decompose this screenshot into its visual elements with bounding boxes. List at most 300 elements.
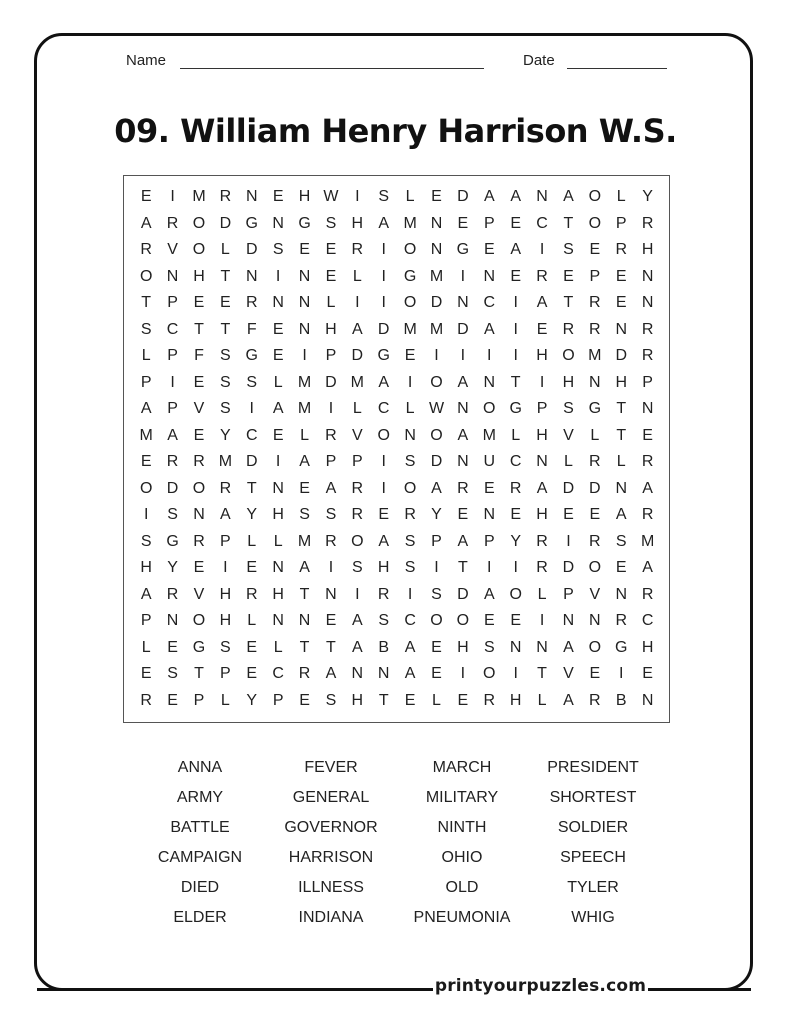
grid-letter: G [403,267,417,285]
grid-letter: H [325,320,337,338]
grid-letter: O [351,532,364,550]
grid-letter: S [220,347,231,364]
word-list-item: FEVER [304,759,358,776]
grid-letter: H [641,241,654,258]
grid-letter: P [589,267,601,285]
grid-letter: D [457,320,469,338]
grid-letter: C [166,320,179,338]
grid-letter: O [588,214,602,232]
grid-letter: N [298,267,311,285]
grid-letter: A [457,426,469,444]
grid-letter: I [249,400,254,417]
grid-letter: S [167,506,178,523]
grid-letter: O [192,214,206,232]
grid-letter: I [381,453,386,470]
grid-letter: O [403,479,417,497]
grid-letter: N [615,320,627,338]
grid-letter: L [352,400,362,417]
grid-letter: V [167,241,178,258]
grid-letter: L [563,453,573,470]
grid-letter: L [405,400,415,417]
grid-letter: R [404,506,416,523]
grid-letter: A [510,241,521,258]
grid-letter: Y [431,506,442,523]
grid-letter: R [483,691,496,709]
grid-letter: I [434,347,439,364]
grid-letter: H [536,347,548,364]
grid-letter: R [509,479,522,497]
grid-letter: N [272,214,284,232]
grid-letter: H [351,214,364,232]
grid-letter: L [273,532,283,550]
word-list-item: NINTH [437,819,487,836]
grid-letter: R [641,453,654,470]
grid-letter: F [246,320,257,338]
grid-letter: R [377,585,390,603]
grid-letter: A [457,532,469,550]
grid-letter: C [641,612,654,629]
grid-letter: O [377,426,390,444]
word-list [135,755,659,935]
grid-letter: P [140,612,152,629]
grid-letter: A [563,188,574,205]
grid-letter: M [139,426,153,444]
grid-letter: G [509,400,522,417]
grid-letter: S [378,188,390,205]
grid-letter: H [272,506,284,523]
grid-letter: L [273,638,283,656]
grid-letter: R [641,320,654,338]
grid-letter: S [404,559,416,576]
grid-letter: L [537,691,547,709]
grid-letter: P [563,585,574,603]
grid-letter: S [325,506,337,523]
grid-letter: E [220,294,231,311]
word-list-item: SOLDIER [557,819,629,836]
grid-letter: R [562,320,575,338]
footer-divider-right [648,988,751,991]
grid-letter: I [539,612,545,629]
word-search-grid [133,184,661,714]
word-list-item: MILITARY [425,789,499,806]
word-list-item: SHORTEST [549,789,637,806]
grid-letter: P [483,214,495,232]
grid-letter: E [589,665,601,682]
grid-letter: M [297,532,312,550]
grid-letter: R [536,559,548,576]
grid-letter: R [589,691,601,709]
grid-letter: I [275,453,281,470]
grid-letter: S [220,638,231,656]
grid-letter: R [589,294,601,311]
word-list-item: ARMY [176,789,224,806]
grid-letter: T [563,214,574,232]
grid-letter: N [509,638,522,656]
grid-letter: E [589,241,601,258]
grid-letter: T [326,638,336,656]
grid-letter: I [275,267,281,285]
grid-letter: E [563,506,574,523]
grid-letter: S [246,373,258,391]
grid-letter: L [590,426,600,444]
grid-letter: N [483,506,496,523]
grid-letter: I [460,267,466,285]
grid-letter: M [297,400,312,417]
grid-letter: I [487,347,492,364]
grid-letter: L [300,426,309,444]
word-list-item: CAMPAIGN [157,849,243,866]
grid-letter: N [377,665,390,682]
grid-letter: O [562,347,575,364]
grid-letter: O [192,479,206,497]
grid-letter: A [404,665,416,682]
grid-letter: L [352,267,362,285]
date-field-line [567,68,667,69]
grid-letter: C [272,665,284,682]
grid-letter: E [246,665,258,682]
grid-letter: P [167,347,178,364]
grid-letter: C [483,294,496,311]
grid-letter: O [509,585,522,603]
grid-letter: N [589,612,601,629]
grid-letter: S [404,453,416,470]
grid-letter: O [430,426,443,444]
grid-letter: D [457,585,469,603]
grid-letter: E [299,691,310,709]
grid-letter: O [139,479,153,497]
grid-letter: L [141,638,151,656]
grid-letter: T [220,320,231,338]
grid-letter: E [299,241,310,258]
grid-letter: A [140,400,152,417]
grid-letter: H [641,638,654,656]
grid-letter: D [377,320,390,338]
grid-letter: I [143,506,149,523]
word-list-item: INDIANA [298,909,364,926]
grid-letter: L [141,347,151,364]
word-list-item: WHIG [571,909,615,926]
grid-letter: R [641,214,654,232]
grid-letter: L [220,241,230,258]
grid-letter: N [641,691,654,709]
grid-letter: O [430,373,443,391]
grid-letter: O [588,559,602,576]
grid-letter: I [539,241,545,258]
grid-letter: A [140,214,152,232]
grid-letter: I [355,188,360,205]
grid-letter: A [615,506,627,523]
grid-letter: A [378,373,390,391]
grid-letter: E [272,188,284,205]
grid-letter: R [351,241,364,258]
grid-letter: H [562,373,575,391]
grid-letter: H [351,691,364,709]
grid-letter: P [325,347,337,364]
grid-letter: I [381,267,386,285]
grid-letter: D [562,479,575,497]
grid-letter: R [457,479,469,497]
grid-letter: C [509,453,522,470]
word-list-item: MARCH [432,759,492,776]
grid-letter: A [299,559,310,576]
grid-letter: I [539,373,545,391]
grid-letter: E [272,347,284,364]
grid-letter: E [404,691,416,709]
grid-letter: L [616,453,626,470]
grid-letter: I [619,665,624,682]
grid-letter: N [166,612,179,629]
grid-letter: E [299,479,310,497]
grid-letter: E [483,479,495,497]
grid-letter: A [457,373,469,391]
grid-letter: E [272,320,284,338]
grid-letter: E [140,665,152,682]
grid-letter: R [641,347,654,364]
grid-letter: A [510,188,521,205]
name-field-line [180,68,484,69]
grid-letter: P [642,373,653,391]
grid-letter: M [403,320,417,338]
grid-letter: I [328,559,334,576]
grid-letter: E [510,612,521,629]
grid-letter: E [404,347,416,364]
grid-letter: O [483,665,496,682]
grid-letter: S [220,400,231,417]
grid-letter: I [328,400,334,417]
grid-letter: H [272,585,284,603]
grid-letter: T [299,585,310,603]
grid-letter: C [536,214,548,232]
grid-letter: N [272,479,284,497]
grid-letter: G [377,347,390,364]
word-list-item: ILLNESS [298,879,364,896]
grid-letter: G [245,347,258,364]
grid-letter: N [245,267,258,285]
grid-letter: M [429,320,444,338]
grid-letter: G [298,214,311,232]
grid-letter: A [642,559,653,576]
grid-letter: A [563,638,574,656]
grid-letter: S [351,559,363,576]
grid-letter: G [588,400,602,417]
grid-letter: I [460,665,466,682]
grid-letter: H [377,559,390,576]
grid-letter: I [407,585,413,603]
grid-letter: E [193,294,205,311]
grid-letter: I [460,347,466,364]
grid-letter: H [457,638,469,656]
grid-letter: R [166,453,179,470]
grid-letter: N [325,585,337,603]
grid-letter: P [536,400,548,417]
word-search-grid-box [123,175,670,723]
grid-letter: G [456,241,470,258]
grid-letter: O [588,638,602,656]
grid-letter: N [615,585,627,603]
grid-letter: N [298,320,311,338]
grid-letter: R [325,426,337,444]
grid-letter: E [431,638,442,656]
grid-letter: I [513,294,518,311]
grid-letter: T [141,294,152,311]
grid-letter: L [273,373,283,391]
grid-letter: A [299,453,310,470]
grid-letter: T [299,638,310,656]
grid-letter: A [378,214,390,232]
grid-letter: I [487,559,492,576]
grid-letter: N [193,506,205,523]
grid-letter: C [377,400,390,417]
grid-letter: T [378,691,389,709]
grid-letter: R [166,585,179,603]
grid-letter: O [192,612,206,629]
word-list-item: GOVERNOR [284,819,378,836]
word-list-item: ELDER [173,909,227,926]
grid-letter: E [325,241,337,258]
grid-letter: B [615,691,627,709]
grid-letter: E [457,214,469,232]
grid-letter: L [405,188,415,205]
grid-letter: G [192,638,206,656]
grid-letter: L [511,426,521,444]
grid-letter: E [246,559,258,576]
grid-letter: P [193,691,205,709]
grid-letter: H [298,188,311,205]
grid-letter: R [219,188,232,205]
grid-letter: R [219,479,232,497]
grid-letter: P [220,665,231,682]
grid-letter: R [325,532,337,550]
grid-letter: E [193,559,205,576]
grid-letter: R [193,532,205,550]
grid-letter: S [404,532,416,550]
grid-letter: W [428,400,445,417]
grid-letter: R [298,665,311,682]
grid-letter: R [193,453,205,470]
grid-letter: A [220,506,231,523]
grid-letter: T [537,665,547,682]
word-list-item: PNEUMONIA [413,909,511,926]
grid-letter: I [223,559,228,576]
grid-letter: D [219,214,232,232]
grid-letter: E [510,506,521,523]
grid-letter: D [562,559,575,576]
grid-letter: I [381,294,386,311]
grid-letter: V [563,426,574,444]
grid-letter: R [589,453,601,470]
grid-letter: H [509,691,522,709]
grid-letter: N [430,214,443,232]
grid-letter: E [193,426,205,444]
grid-letter: I [434,559,439,576]
grid-letter: P [272,691,284,709]
grid-letter: I [407,373,413,391]
grid-letter: N [272,294,284,311]
grid-letter: S [563,400,574,417]
grid-letter: L [326,294,336,311]
grid-letter: H [615,373,627,391]
grid-letter: E [167,691,178,709]
grid-letter: S [378,612,390,629]
grid-letter: D [589,479,601,497]
grid-letter: A [351,320,363,338]
grid-letter: N [272,612,284,629]
grid-letter: E [246,638,258,656]
grid-letter: R [615,241,627,258]
grid-letter: N [457,453,469,470]
grid-letter: I [381,241,386,258]
grid-letter: M [192,188,206,205]
grid-letter: D [351,347,364,364]
grid-letter: E [483,241,495,258]
grid-letter: L [247,532,257,550]
grid-letter: R [641,585,654,603]
grid-letter: R [351,479,364,497]
grid-letter: E [615,559,627,576]
grid-letter: E [642,426,653,444]
grid-letter: H [536,426,548,444]
grid-letter: N [641,400,654,417]
grid-letter: G [245,214,258,232]
word-list-item: BATTLE [170,819,230,836]
word-list-item: HARRISON [288,849,374,866]
grid-letter: H [536,506,548,523]
grid-letter: Y [642,188,653,205]
grid-letter: N [483,267,496,285]
grid-letter: N [457,400,469,417]
grid-letter: A [167,426,178,444]
grid-letter: T [616,426,627,444]
grid-letter: N [245,188,258,205]
grid-letter: R [641,506,654,523]
grid-letter: A [325,479,337,497]
grid-letter: E [457,506,469,523]
grid-letter: N [536,638,548,656]
grid-letter: T [457,559,468,576]
grid-letter: V [193,585,205,603]
grid-letter: Y [510,532,521,550]
grid-letter: E [193,373,205,391]
grid-letter: O [403,294,417,311]
grid-letter: T [563,294,574,311]
grid-letter: E [589,506,601,523]
grid-letter: N [298,294,311,311]
grid-letter: T [194,665,204,682]
word-list-item: GENERAL [292,789,370,806]
grid-letter: Y [167,559,178,576]
grid-letter: M [429,267,444,285]
grid-letter: P [325,453,337,470]
grid-letter: O [456,612,470,629]
grid-letter: S [431,585,442,603]
grid-letter: A [351,638,363,656]
grid-letter: R [166,214,179,232]
grid-letter: I [170,188,175,205]
grid-letter: L [537,585,547,603]
grid-letter: N [615,479,627,497]
grid-letter: R [140,691,152,709]
grid-letter: E [378,506,390,523]
grid-letter: N [351,665,364,682]
grid-letter: N [536,453,548,470]
word-list-item: DIED [180,879,220,896]
grid-letter: W [323,188,339,205]
grid-letter: S [140,320,152,338]
word-list-item: PRESIDENT [547,759,639,776]
grid-letter: N [483,373,496,391]
grid-letter: N [589,373,601,391]
grid-letter: M [350,373,364,391]
